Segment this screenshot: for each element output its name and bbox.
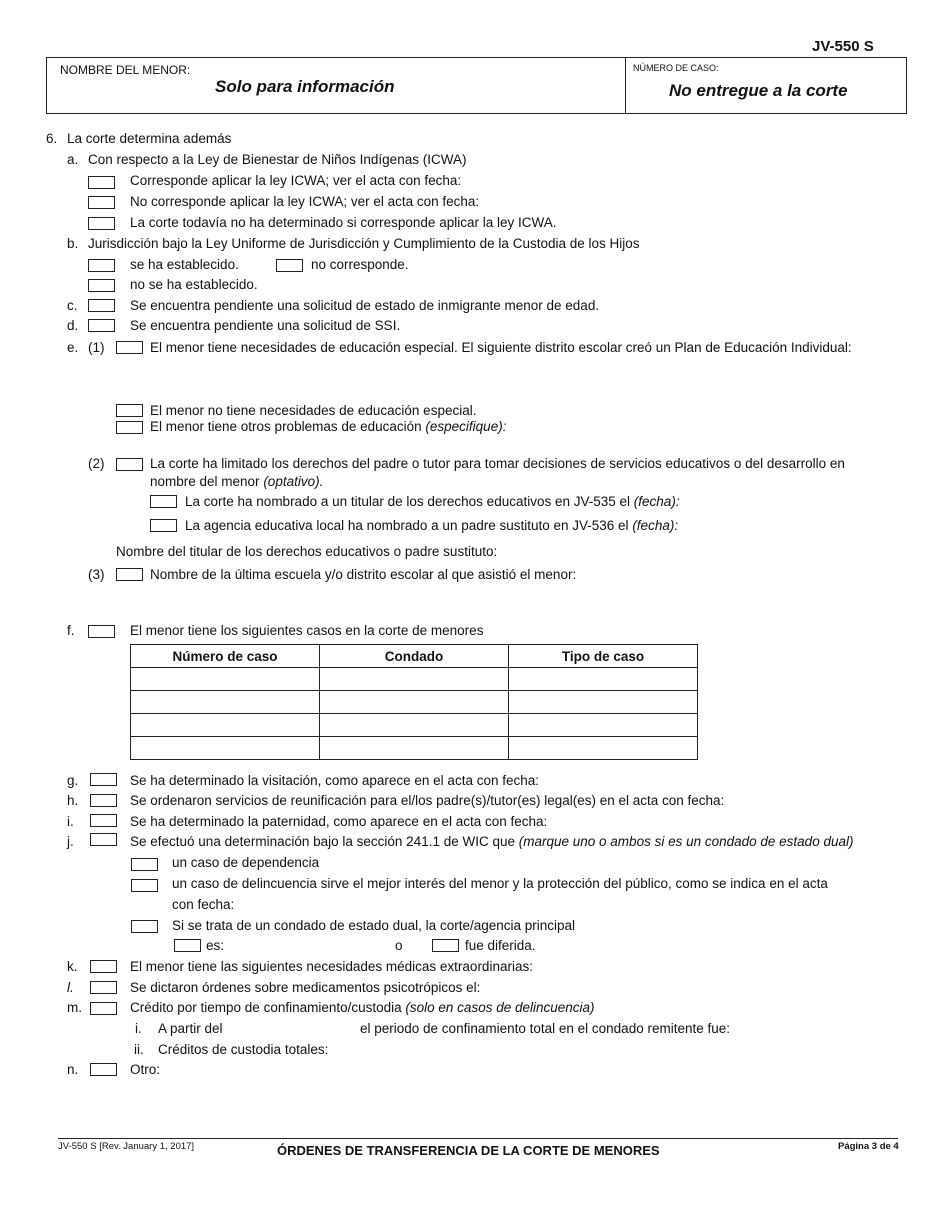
table-cell[interactable] [131, 691, 320, 714]
item-b-letter: b. [67, 236, 79, 251]
table-cell[interactable] [509, 691, 698, 714]
ed-rights-holder-label: Nombre del titular de los derechos educativos o padre sustituto: [116, 544, 498, 559]
deferred-label: fue diferida. [465, 938, 536, 953]
table-cell[interactable] [320, 691, 509, 714]
table-row [131, 737, 698, 760]
item-f-checkbox[interactable] [88, 625, 115, 638]
icwa-undetermined-checkbox[interactable] [88, 217, 115, 230]
item-e2-number: (2) [88, 456, 105, 471]
item-f-text: El menor tiene los siguientes casos en la corte de menores [130, 623, 484, 638]
footer-divider [58, 1138, 898, 1139]
item-m-ii-number: ii. [134, 1042, 144, 1057]
dual-status-checkbox[interactable] [131, 920, 158, 933]
column-header: Condado [320, 645, 509, 668]
table-header-row [131, 645, 698, 668]
item-a-text: Con respecto a la Ley de Bienestar de Niños Indígenas (ICWA) [88, 152, 467, 167]
dual-status-label: Si se trata de un condado de estado dual, la corte/agencia principal [172, 918, 576, 933]
item-e1-checkbox[interactable] [116, 341, 143, 354]
item-g-text: Se ha determinado la visitación, como aparece en el acta con fecha: [130, 773, 539, 788]
table-cell[interactable] [320, 737, 509, 760]
uccjea-established-checkbox[interactable] [88, 259, 115, 272]
juvenile-cases-table [130, 644, 698, 760]
item-k-text: El menor tiene las siguientes necesidades médicas extraordinarias: [130, 959, 533, 974]
minor-name-value: Solo para información [215, 77, 395, 96]
item-e-letter: e. [67, 340, 79, 355]
item-e3-text: Nombre de la última escuela y/o distrito escolar al que asistió el menor: [150, 567, 577, 582]
icwa-not-applies-label: No corresponde aplicar la ley ICWA; ver el acta con fecha: [130, 194, 480, 209]
uccjea-not-established-checkbox[interactable] [88, 279, 115, 292]
table-cell[interactable] [509, 714, 698, 737]
item-n-checkbox[interactable] [90, 1063, 117, 1076]
uccjea-established-label: se ha establecido. [130, 257, 239, 272]
item-m-checkbox[interactable] [90, 1002, 117, 1015]
item-m-i-number: i. [135, 1021, 142, 1036]
item-f-letter: f. [67, 623, 75, 638]
table-row [131, 668, 698, 691]
form-id: JV-550 S [812, 38, 874, 55]
case-number-label: NÚMERO DE CASO: [633, 63, 719, 73]
table-cell[interactable] [509, 668, 698, 691]
other-ed-problems-label: El menor tiene otros problemas de educación (especifique): [150, 419, 507, 434]
item-n-text: Otro: [130, 1062, 161, 1077]
item-k-checkbox[interactable] [90, 960, 117, 973]
item-m-letter: m. [67, 1000, 82, 1015]
dependency-label: un caso de dependencia [172, 855, 320, 870]
item-m-ii-text: Créditos de custodia totales: [158, 1042, 329, 1057]
table-row [131, 714, 698, 737]
table-cell[interactable] [131, 668, 320, 691]
item-i-letter: i. [67, 814, 74, 829]
item-h-letter: h. [67, 793, 79, 808]
footer-title: ÓRDENES DE TRANSFERENCIA DE LA CORTE DE MENORES [277, 1143, 660, 1158]
table-cell[interactable] [320, 668, 509, 691]
jv535-checkbox[interactable] [150, 495, 177, 508]
item-b-text: Jurisdicción bajo la Ley Uniforme de Jurisdicción y Cumplimiento de la Custodia de los Hijos [88, 236, 640, 251]
jv536-checkbox[interactable] [150, 519, 177, 532]
table-row [131, 691, 698, 714]
delinquency-checkbox[interactable] [131, 879, 158, 892]
item-c-checkbox[interactable] [88, 299, 115, 312]
footer-page: Página 3 de 4 [838, 1141, 899, 1152]
item-m-i-text-a: A partir del [158, 1021, 223, 1036]
item-h-checkbox[interactable] [90, 794, 117, 807]
item-n-letter: n. [67, 1062, 79, 1077]
item-e3-number: (3) [88, 567, 105, 582]
item-d-text: Se encuentra pendiente una solicitud de SSI. [130, 318, 401, 333]
case-number-box [625, 57, 907, 114]
table-cell[interactable] [320, 714, 509, 737]
uccjea-not-established-label: no se ha establecido. [130, 277, 258, 292]
or-label: o [395, 938, 403, 953]
table-cell[interactable] [509, 737, 698, 760]
item-j-letter: j. [67, 834, 74, 849]
item-l-letter: l. [67, 980, 74, 995]
uccjea-not-applicable-label: no corresponde. [311, 257, 409, 272]
item-j-checkbox[interactable] [90, 833, 117, 846]
no-special-ed-label: El menor no tiene necesidades de educación especial. [150, 403, 477, 418]
table-cell[interactable] [131, 737, 320, 760]
other-ed-problems-checkbox[interactable] [116, 421, 143, 434]
uccjea-not-applicable-checkbox[interactable] [276, 259, 303, 272]
item-6-number: 6. [46, 131, 58, 146]
item-e1-number: (1) [88, 340, 105, 355]
lead-agency-is-checkbox[interactable] [174, 939, 201, 952]
item-j-text: Se efectuó una determinación bajo la sección 241.1 de WIC que (marque uno o ambos si es un condado de estado dual) [130, 834, 854, 849]
item-l-checkbox[interactable] [90, 981, 117, 994]
item-c-text: Se encuentra pendiente una solicitud de estado de inmigrante menor de edad. [130, 298, 600, 313]
jv535-label: La corte ha nombrado a un titular de los derechos educativos en JV-535 el (fecha): [185, 494, 680, 509]
icwa-undetermined-label: La corte todavía no ha determinado si corresponde aplicar la ley ICWA. [130, 215, 557, 230]
item-6-intro: La corte determina además [67, 131, 232, 146]
no-special-ed-checkbox[interactable] [116, 404, 143, 417]
item-d-checkbox[interactable] [88, 319, 115, 332]
dependency-checkbox[interactable] [131, 858, 158, 871]
item-a-letter: a. [67, 152, 79, 167]
item-l-text: Se dictaron órdenes sobre medicamentos psicotrópicos el: [130, 980, 481, 995]
item-g-checkbox[interactable] [90, 773, 117, 786]
item-h-text: Se ordenaron servicios de reunificación para el/los padre(s)/tutor(es) legal(es) en el acta con fecha: [130, 793, 725, 808]
column-header: Número de caso [131, 645, 320, 668]
item-m-i-text-b: el periodo de confinamiento total en el condado remitente fue: [360, 1021, 730, 1036]
delinquency-label-line2: con fecha: [172, 897, 235, 912]
deferred-checkbox[interactable] [432, 939, 459, 952]
item-e1-text: El menor tiene necesidades de educación especial. El siguiente distrito escolar creó un Plan de Educación Individual: [150, 340, 852, 355]
minor-name-label: NOMBRE DEL MENOR: [60, 63, 191, 77]
delinquency-label-line1: un caso de delincuencia sirve el mejor interés del menor y la protección del público, como se indica en el acta [172, 876, 828, 891]
item-e2-text-line1: La corte ha limitado los derechos del padre o tutor para tomar decisiones de servicios educativos o del desarrollo en [150, 456, 845, 471]
minor-name-box [46, 57, 626, 114]
item-d-letter: d. [67, 318, 79, 333]
item-e2-checkbox[interactable] [116, 458, 143, 471]
item-i-checkbox[interactable] [90, 814, 117, 827]
jv536-label: La agencia educativa local ha nombrado a un padre sustituto en JV-536 el (fecha): [185, 518, 679, 533]
item-k-letter: k. [67, 959, 78, 974]
item-g-letter: g. [67, 773, 79, 788]
column-header: Tipo de caso [509, 645, 698, 668]
icwa-applies-label: Corresponde aplicar la ley ICWA; ver el acta con fecha: [130, 173, 462, 188]
case-number-value: No entregue a la corte [669, 81, 848, 100]
footer-revision: JV-550 S [Rev. January 1, 2017] [58, 1141, 195, 1152]
item-i-text: Se ha determinado la paternidad, como aparece en el acta con fecha: [130, 814, 548, 829]
item-c-letter: c. [67, 298, 78, 313]
icwa-not-applies-checkbox[interactable] [88, 196, 115, 209]
item-m-text: Crédito por tiempo de confinamiento/custodia (solo en casos de delincuencia) [130, 1000, 595, 1015]
icwa-applies-checkbox[interactable] [88, 176, 115, 189]
item-e3-checkbox[interactable] [116, 568, 143, 581]
lead-agency-is-label: es: [206, 938, 225, 953]
table-cell[interactable] [131, 714, 320, 737]
item-e2-text-line2: nombre del menor (optativo). [150, 474, 324, 489]
